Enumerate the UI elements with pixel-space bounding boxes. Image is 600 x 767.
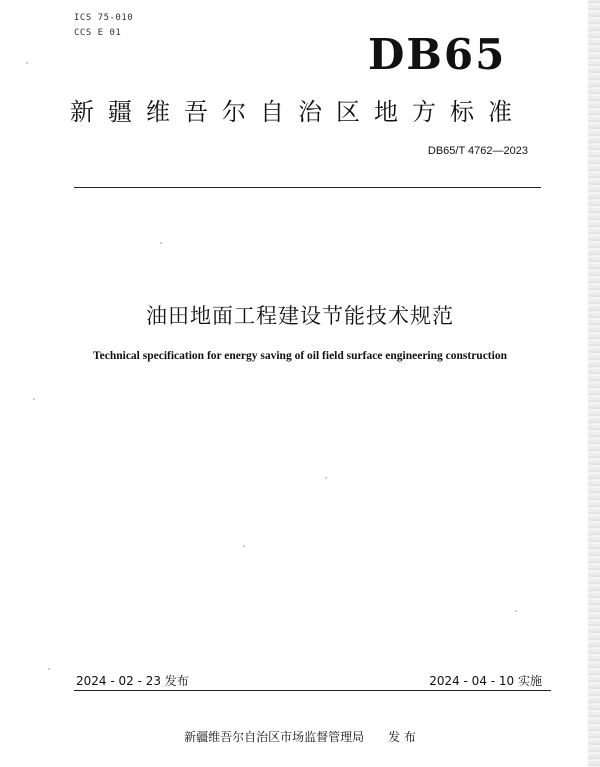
footer-divider <box>74 690 551 691</box>
scan-speck <box>160 242 162 244</box>
scan-speck <box>48 668 50 670</box>
scan-speck <box>515 610 517 612</box>
implement-date: 2024 - 04 - 10 实施 <box>429 674 542 688</box>
header-divider <box>74 187 541 188</box>
chinese-title: 油田地面工程建设节能技术规范 <box>146 304 454 328</box>
scan-speck <box>243 545 245 547</box>
scan-speck <box>325 477 327 479</box>
standard-number: DB65/T 4762—2023 <box>427 145 528 157</box>
ics-code: ICS 75-010 <box>74 13 134 23</box>
scan-edge-artifact <box>588 0 600 767</box>
english-title: Technical specification for energy saving of oil field surface engineering construction <box>93 350 507 362</box>
standard-type-title: 新疆维吾尔自治区地方标准 <box>70 98 526 126</box>
db65-logo: DB65 <box>368 30 507 79</box>
scan-speck <box>33 398 35 400</box>
publish-date: 2024 - 02 - 23 发布 <box>76 674 189 688</box>
issuer: 新疆维吾尔自治区市场监督管理局 发 布 <box>184 730 416 744</box>
ccs-code: CCS E 01 <box>74 28 122 38</box>
scan-speck <box>26 62 28 64</box>
